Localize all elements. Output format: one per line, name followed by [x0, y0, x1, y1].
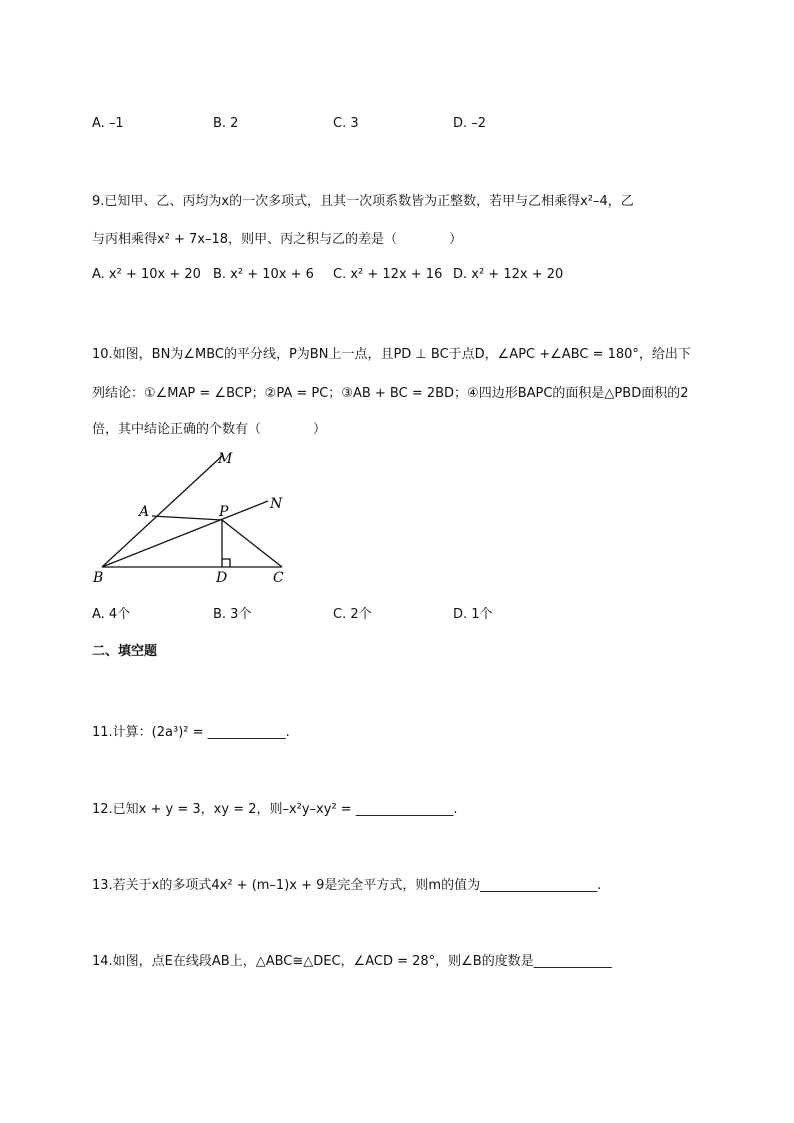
q9-option-d[interactable]: D. x² + 12x + 20 — [453, 267, 564, 282]
q10-stem-line2: 列结论：①∠MAP = ∠BCP；②PA = PC；③AB + BC = 2BD；④四边形BAPC的面积是△PBD面积的2 — [92, 386, 689, 401]
question-13: 13.若关于x的多项式4x² + (m–1)x + 9是完全平方式，则m的值为__________________. — [92, 878, 602, 893]
q8-option-a[interactable]: A. –1 — [92, 116, 124, 131]
ray-bm — [102, 456, 222, 567]
q9-option-c[interactable]: C. x² + 12x + 16 — [333, 267, 443, 282]
section-2-heading: 二、填空题 — [92, 644, 158, 659]
q9-option-b[interactable]: B. x² + 10x + 6 — [213, 267, 314, 282]
q10-stem-line3: 倍，其中结论正确的个数有（ ） — [92, 422, 327, 437]
q10-stem-line1: 10.如图，BN为∠MBC的平分线，P为BN上一点，且PD ⊥ BC于点D，∠APC +∠ABC = 180°，给出下 — [92, 347, 691, 362]
q9-stem-line1: 9.已知甲、乙、丙均为x的一次多项式，且其一次项系数皆为正整数，若甲与乙相乘得x²–4，乙 — [92, 194, 634, 209]
segment-pc — [222, 520, 282, 567]
question-12: 12.已知x + y = 3，xy = 2，则–x²y–xy² = _______________. — [92, 802, 458, 817]
segment-ap — [152, 516, 222, 520]
label-p: P — [219, 504, 229, 520]
question-11: 11.计算：(2a³)² = ____________. — [92, 725, 290, 740]
q8-option-d[interactable]: D. –2 — [453, 116, 487, 131]
right-angle-mark — [222, 559, 230, 567]
q9-stem-line2: 与丙相乘得x² + 7x–18，则甲、丙之积与乙的差是（ ） — [92, 232, 463, 247]
q10-geometry-figure — [85, 445, 305, 590]
q10-option-c[interactable]: C. 2个 — [333, 607, 372, 622]
label-m: M — [218, 451, 233, 467]
q10-option-d[interactable]: D. 1个 — [453, 607, 493, 622]
q10-option-b[interactable]: B. 3个 — [213, 607, 252, 622]
ray-bn — [102, 501, 268, 567]
label-b: B — [93, 570, 104, 586]
q9-option-a[interactable]: A. x² + 10x + 20 — [92, 267, 201, 282]
label-d: D — [216, 570, 228, 586]
q8-option-c[interactable]: C. 3 — [333, 116, 359, 131]
label-a: A — [139, 504, 150, 520]
label-c: C — [273, 570, 284, 586]
q8-option-b[interactable]: B. 2 — [213, 116, 239, 131]
label-n: N — [270, 496, 283, 512]
q10-option-a[interactable]: A. 4个 — [92, 607, 131, 622]
question-14: 14.如图，点E在线段AB上，△ABC≅△DEC，∠ACD = 28°，则∠B的度数是____________ — [92, 954, 612, 969]
